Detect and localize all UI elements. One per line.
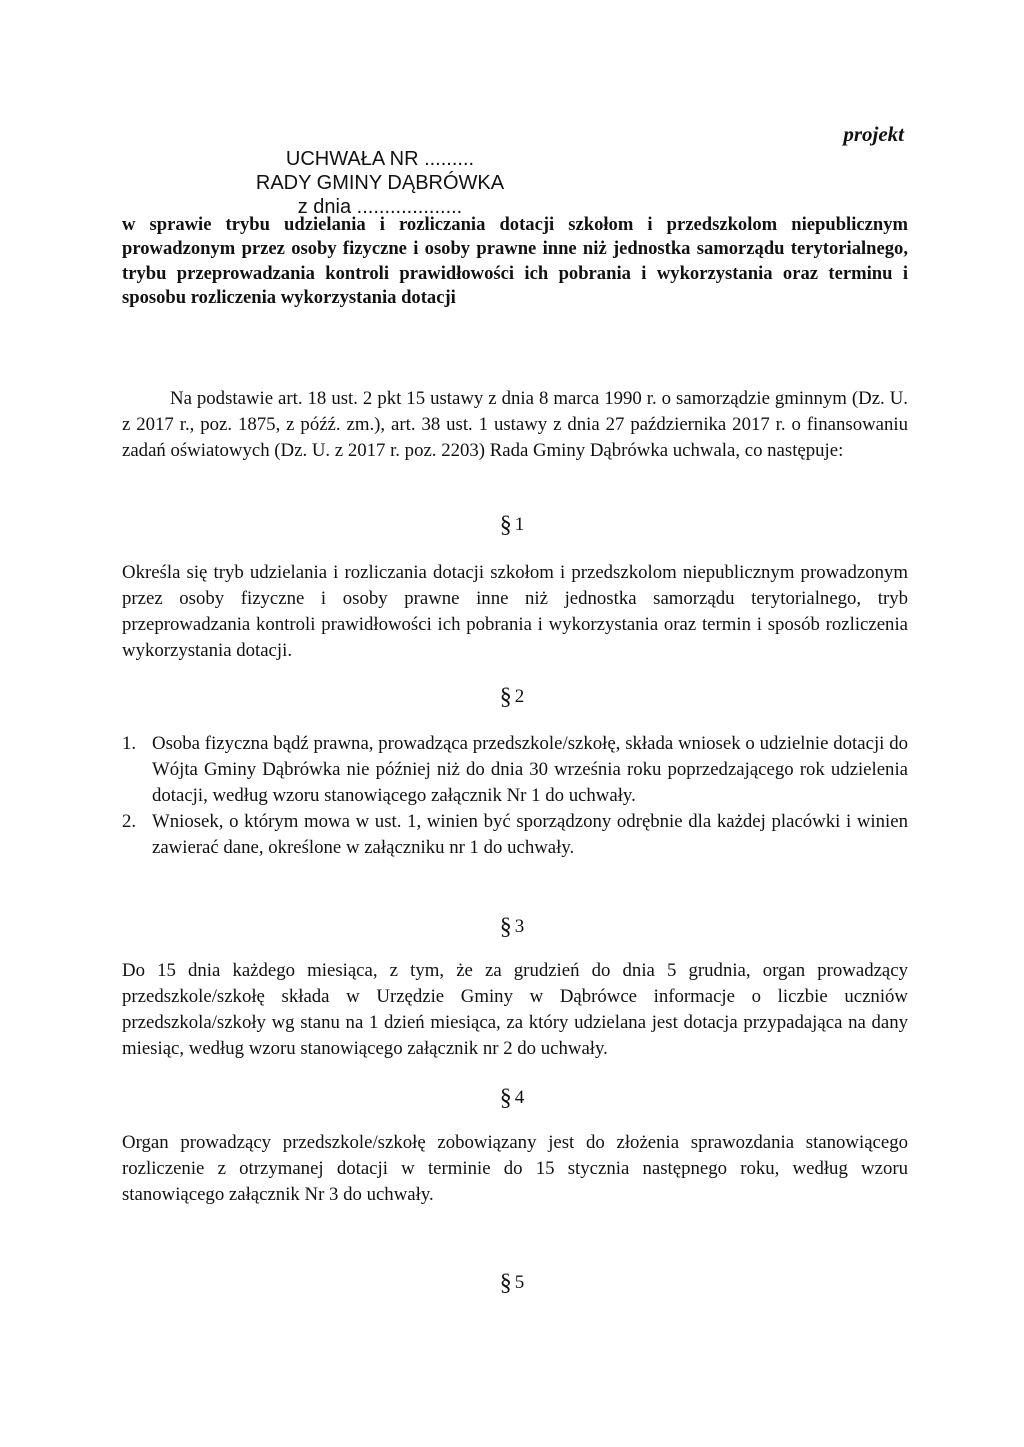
section-heading-2 bbox=[0, 684, 1024, 711]
section-4-text: Organ prowadzący przedszkole/szkołę zobowiązany jest do złożenia sprawozdania stanowiącego rozliczenie z otrzymanej dotacji w terminie do 15 stycznia następnego roku, według wzoru stanowiącego załącznik Nr 3 do uchwały. bbox=[122, 1132, 908, 1205]
section-symbol: § bbox=[499, 914, 512, 940]
resolution-number: UCHWAŁA NR ......... bbox=[285, 148, 475, 170]
section-1-text: Określa się tryb udzielania i rozliczania dotacji szkołom i przedszkolom niepublicznym prowadzonym przez osoby fizyczne i osoby prawne inne niż jednostka samorządu terytorialnego, tryb przeprowadzania kontroli prawidłowości ich pobrania i wykorzystania oraz termin i sposób rozliczenia wykorzystania dotacji. bbox=[122, 562, 908, 661]
section-symbol: § bbox=[499, 512, 512, 538]
section-heading-3 bbox=[0, 914, 1024, 941]
section-2-list bbox=[122, 731, 908, 861]
resolution-date: z dnia ................... bbox=[297, 196, 463, 218]
section-number: 3 bbox=[514, 916, 525, 937]
draft-label: projekt bbox=[843, 122, 904, 146]
legal-basis: Na podstawie art. 18 ust. 2 pkt 15 ustawy z dnia 8 marca 1990 r. o samorządzie gminnym (Dz. U. z 2017 r., poz. 1875, z późź. zm.), art. 38 ust. 1 ustawy z dnia 27 października 2017 r. o finansowaniu zadań oświatowych (Dz. U. z 2017 r. poz. 2203) Rada Gminy Dąbrówka uchwala, co następuje: bbox=[122, 388, 908, 461]
list-item bbox=[122, 809, 908, 861]
section-number: 4 bbox=[514, 1087, 525, 1108]
section-symbol: § bbox=[499, 1270, 512, 1296]
council-name: RADY GMINY DĄBRÓWKA bbox=[255, 172, 505, 194]
section-number: 2 bbox=[514, 686, 525, 707]
list-item-text: Osoba fizyczna bądź prawna, prowadząca przedszkole/szkołę, składa wniosek o udzielnie dotacji do Wójta Gminy Dąbrówka nie później niż do dnia 30 września roku poprzedzającego rok udzielenia dotacji, według wzoru stanowiącego załącznik Nr 1 do uchwały. bbox=[152, 733, 908, 806]
section-number: 5 bbox=[514, 1272, 525, 1293]
list-item-text: Wniosek, o którym mowa w ust. 1, winien być sporządzony odrębnie dla każdej placówki i winien zawierać dane, określone w załączniku nr 1 do uchwały. bbox=[152, 811, 908, 858]
section-symbol: § bbox=[499, 1085, 512, 1111]
section-heading-1 bbox=[0, 512, 1024, 539]
list-item-number: 1. bbox=[122, 733, 137, 754]
section-heading-5 bbox=[0, 1270, 1024, 1297]
resolution-subject: w sprawie trybu udzielania i rozliczania dotacji szkołom i przedszkolom niepublicznym prowadzonym przez osoby fizyczne i osoby prawne inne niż jednostka samorządu terytorialnego, trybu przeprowadzania kontroli prawidłowości ich pobrania i wykorzystania oraz terminu i sposobu rozliczenia wykorzystania dotacji bbox=[122, 214, 908, 308]
section-3-text: Do 15 dnia każdego miesiąca, z tym, że za grudzień do dnia 5 grudnia, organ prowadzący przedszkole/szkołę składa w Urzędzie Gminy w Dąbrówce informacje o liczbie uczniów przedszkola/szkoły wg stanu na 1 dzień miesiąca, za który udzielana jest dotacja przypadająca na dany miesiąc, według wzoru stanowiącego załącznik nr 2 do uchwały. bbox=[122, 960, 908, 1059]
list-item-number: 2. bbox=[122, 811, 137, 832]
section-heading-4 bbox=[0, 1085, 1024, 1112]
section-symbol: § bbox=[499, 684, 512, 710]
list-item bbox=[122, 731, 908, 809]
section-number: 1 bbox=[514, 514, 525, 535]
